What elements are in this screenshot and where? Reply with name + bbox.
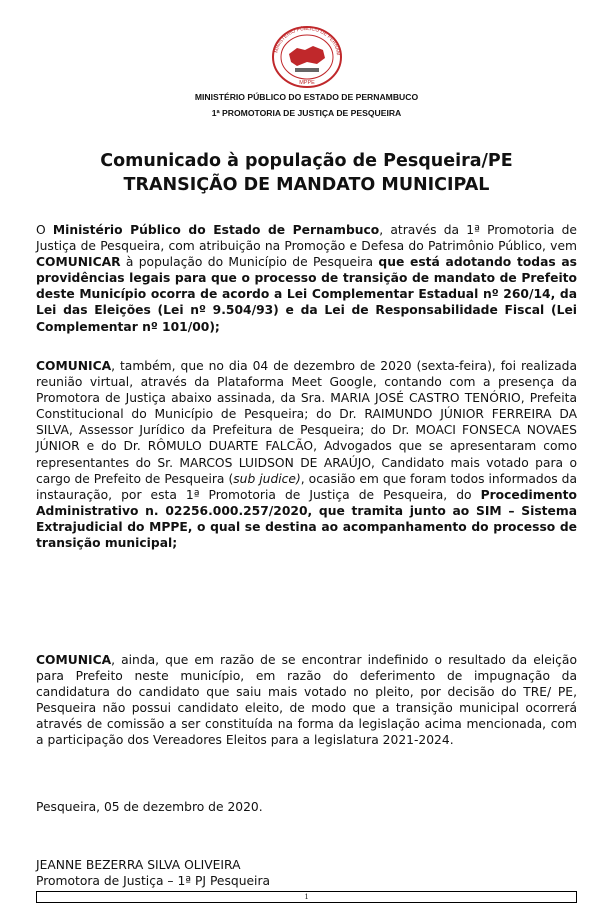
org-unit: 1ª PROMOTORIA DE JUSTIÇA DE PESQUEIRA [211,108,402,118]
document-subtitle: TRANSIÇÃO DE MANDATO MUNICIPAL [123,175,490,195]
seal-ring-text: MINISTÉRIO PÚBLICO DE PERNAM [273,25,341,56]
seal-bottom-text: MPPE [299,80,315,86]
paragraph-1: O Ministério Público do Estado de Pernambuco, através da 1ª Promotoria de Justiça de Pesqueira, com atribuição na Promoção e Defesa do Patrimônio Público, vem COMUNICAR à população do Município de Pesqueira que está adotando todas as providências legais para que o processo de transição de mandato de Prefeito deste Município ocorra de acordo a Lei Complementar Estadual nº 260/14, da Lei das Eleições (Lei nº 9.504/93) e da Lei de Responsabilidade Fiscal (Lei Complementar nº 101/00); [36,223,577,334]
signatory-name: JEANNE BEZERRA SILVA OLIVEIRA [36,858,241,872]
paragraph-2: COMUNICA, também, que no dia 04 de dezembro de 2020 (sexta-feira), foi realizada reunião virtual, através da Plataforma Meet Google, contando com a presença da Promotora de Justiça abaixo assinada, da Sra. MARIA JOSÉ CASTRO TENÓRIO, Prefeita Constitucional do Município de Pesqueira; do Dr. RAIMUNDO JÚNIOR FERREIRA DA SILVA, Assessor Jurídico da Prefeitura de Pesqueira; do Dr. MOACI FONSECA NOVAES JÚNIOR e do Dr. RÔMULO DUARTE FALCÃO, Advogados que se apresentaram como representantes do Sr. MARCOS LUIDSON DE ARAÚJO, Candidato mais votado para o cargo de Prefeito de Pesqueira (sub judice), ocasião em que foram todos informados da instauração, por esta 1ª Promotoria de Justiça de Pesqueira, do Procedimento Administrativo n. 02256.000.257/2020, que tramita junto ao SIM – Sistema Extrajudicial do MPPE, o qual se destina ao acompanhamento do processo de transição municipal; [36,359,577,551]
mppe-seal-logo [267,24,347,90]
page-number-box [36,891,577,903]
signatory-role: Promotora de Justiça – 1ª PJ Pesqueira [36,874,271,888]
document-title: Comunicado à população de Pesqueira/PE [100,151,513,171]
page-number: 1 [304,892,309,901]
document-date: Pesqueira, 05 de dezembro de 2020. [36,800,263,814]
org-name: MINISTÉRIO PÚBLICO DO ESTADO DE PERNAMBUCO [194,92,419,102]
paragraph-3: COMUNICA, ainda, que em razão de se encontrar indefinido o resultado da eleição para Prefeito neste município, em razão do deferimento de impugnação da candidatura do candidato que saiu mais votado no pleito, por decisão do TRE/ PE, Pesqueira não possui candidato eleito, de modo que a transição municipal ocorrerá através de comissão a ser constituída na forma da legislação acima mencionada, com a participação dos Vereadores Eleitos para a legislatura 2021-2024. [36,653,577,748]
